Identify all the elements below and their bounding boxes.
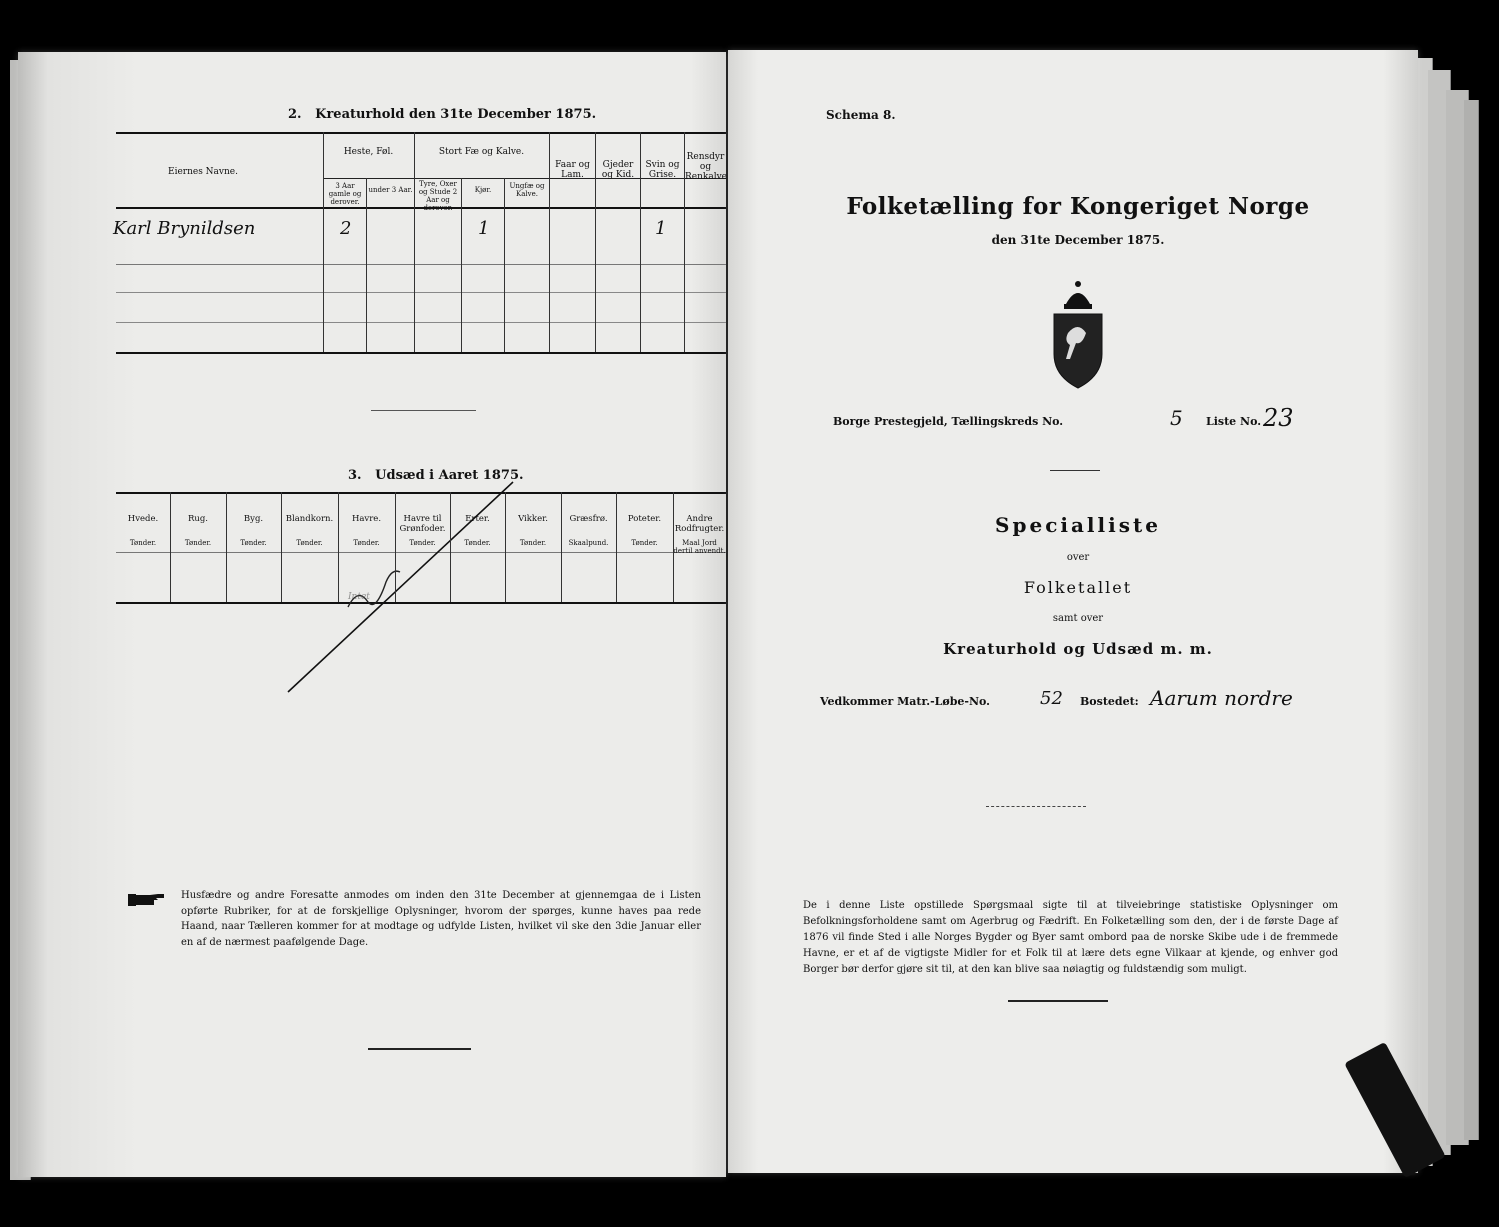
header-cattle-sub3: Ungfæ og Kalve. xyxy=(509,182,545,198)
short-rule xyxy=(1008,1000,1108,1002)
short-rule xyxy=(986,806,1086,807)
bosted-value: Aarum nordre xyxy=(1150,686,1293,710)
column-line xyxy=(414,132,415,352)
divider xyxy=(116,132,726,134)
section2-title: 2. Kreaturhold den 31te December 1875. xyxy=(288,107,597,122)
divider xyxy=(116,352,726,354)
sowing-unit: Tønder. xyxy=(353,539,380,547)
header-owner: Eiernes Navne. xyxy=(168,167,238,177)
pointing-hand-icon xyxy=(128,892,168,906)
header-horses-sub2: under 3 Aar. xyxy=(368,186,413,194)
sowing-header: Vikker. xyxy=(518,514,548,524)
over-text-1: over xyxy=(1066,552,1090,563)
schema-label: Schema 8. xyxy=(826,108,896,122)
liste-number: 23 xyxy=(1263,404,1294,432)
horses-old-value: 2 xyxy=(340,218,352,239)
column-line xyxy=(226,492,227,602)
sowing-header: Blandkorn. xyxy=(285,514,334,524)
header-horses: Heste, Føl. xyxy=(343,147,394,157)
kreaturhold-title: Kreaturhold og Udsæd m. m. xyxy=(943,640,1213,658)
explanation-paragraph: De i denne Liste opstillede Spørgsmaal sigte til at tilveiebringe statistiske Oplysninger om Befolkningsforholdene samt om Agerbrug og Fædrift. En Folketælling som den, der i de første Dage af 1876 vil finde Sted i alle Norges Bygder og Byer samt ombord paa de norske Skibe ude i de fremmede Havne, er et af de vigtigste Midler for et Folk til at lære dets egne Vilkaar at kjende, og enhver god Borger bør derfor gjøre sit til, at den kan blive saa nøiagtig og fuldstændig som muligt. xyxy=(803,900,1338,975)
header-goats: Gjeder og Kid. xyxy=(601,160,635,180)
divider xyxy=(116,264,726,265)
kreds-number: 5 xyxy=(1170,406,1183,430)
sowing-header: Erter. xyxy=(465,514,490,524)
bosted-label: Bostedet: xyxy=(1080,695,1139,708)
sowing-unit: Maal Jord dertil anvendt. xyxy=(673,539,726,555)
sowing-unit: Tønder. xyxy=(464,539,491,547)
sowing-header: Byg. xyxy=(243,514,264,524)
header-pigs: Svin og Grise. xyxy=(645,160,680,180)
matr-label: Vedkommer Matr.-Løbe-No. xyxy=(820,695,990,708)
sowing-unit: Tønder. xyxy=(129,539,157,547)
district-label: Borge Prestegjeld, Tællingskreds No. xyxy=(833,415,1064,428)
column-line xyxy=(366,178,367,352)
handwritten-mark: Intet xyxy=(348,592,370,602)
column-line xyxy=(395,492,396,602)
column-line xyxy=(461,178,462,352)
samt-over-text: samt over xyxy=(1052,613,1104,624)
short-rule xyxy=(1050,470,1100,471)
sowing-header: Havre. xyxy=(351,514,382,524)
column-line xyxy=(561,492,562,602)
sowing-unit: Skaalpund. xyxy=(568,539,609,547)
short-rule xyxy=(368,1048,471,1050)
header-reindeer: Rensdyr og Renkalve xyxy=(685,152,728,182)
divider xyxy=(116,292,726,293)
sowing-header: Andre Rodfrugter. xyxy=(674,514,725,534)
header-cattle-sub1: Tyre, Oxer og Stude 2 Aar og derover. xyxy=(418,180,458,212)
sowing-unit: Tønder. xyxy=(409,539,436,547)
column-line xyxy=(281,492,282,602)
sowing-unit: Tønder. xyxy=(631,539,658,547)
sowing-unit: Tønder. xyxy=(240,539,267,547)
sowing-unit: Tønder. xyxy=(184,539,212,547)
header-cattle: Stort Fæ og Kalve. xyxy=(438,147,525,157)
page-edge xyxy=(1464,100,1479,1140)
specialliste-title: Specialliste xyxy=(995,513,1161,537)
folketallet-title: Folketallet xyxy=(1023,578,1133,597)
sowing-header: Græsfrø. xyxy=(569,514,608,524)
sowing-header: Hvede. xyxy=(127,514,159,524)
header-cattle-sub2: Kjør. xyxy=(474,186,492,194)
sowing-unit: Tønder. xyxy=(296,539,323,547)
sowing-header: Poteter. xyxy=(627,514,662,524)
column-line xyxy=(170,492,171,602)
column-line xyxy=(338,492,339,602)
notice-text: Husfædre og andre Foresatte anmodes om inden den 31te December at gjennemgaa de i Listen opførte Rubriker, for at de forskjellige Oplysninger, hvorom der spørges, kunne haves paa rede Haand, naar Tælleren kommer for at modtage og udfylde Listen, hvilket vil ske den 3die Januar eller en af de nærmest paafølgende Dage. xyxy=(181,890,701,948)
coat-of-arms-icon xyxy=(1046,278,1110,390)
owner-name: Karl Brynildsen xyxy=(113,218,256,239)
column-line xyxy=(505,492,506,602)
sowing-header: Rug. xyxy=(187,514,209,524)
right-page xyxy=(728,50,1418,1173)
section3-title: 3. Udsæd i Aaret 1875. xyxy=(348,468,524,483)
column-line xyxy=(616,492,617,602)
sowing-unit: Tønder. xyxy=(519,539,547,547)
strike-through-mark xyxy=(278,477,518,697)
column-line xyxy=(450,492,451,602)
left-page xyxy=(18,52,726,1177)
liste-label: Liste No. xyxy=(1206,415,1262,428)
short-rule xyxy=(371,410,476,411)
sowing-header: Havre til Grønfoder. xyxy=(399,514,446,534)
divider xyxy=(116,322,726,323)
pigs-value: 1 xyxy=(655,218,667,239)
main-title: Folketælling for Kongeriget Norge xyxy=(846,193,1310,220)
column-line xyxy=(323,132,324,352)
header-sheep: Faar og Lam. xyxy=(555,160,590,180)
header-horses-sub1: 3 Aar gamle og derover. xyxy=(328,182,362,206)
cows-value: 1 xyxy=(478,218,490,239)
column-line xyxy=(504,178,505,352)
census-date: den 31te December 1875. xyxy=(991,233,1165,247)
matr-value: 52 xyxy=(1040,688,1063,709)
